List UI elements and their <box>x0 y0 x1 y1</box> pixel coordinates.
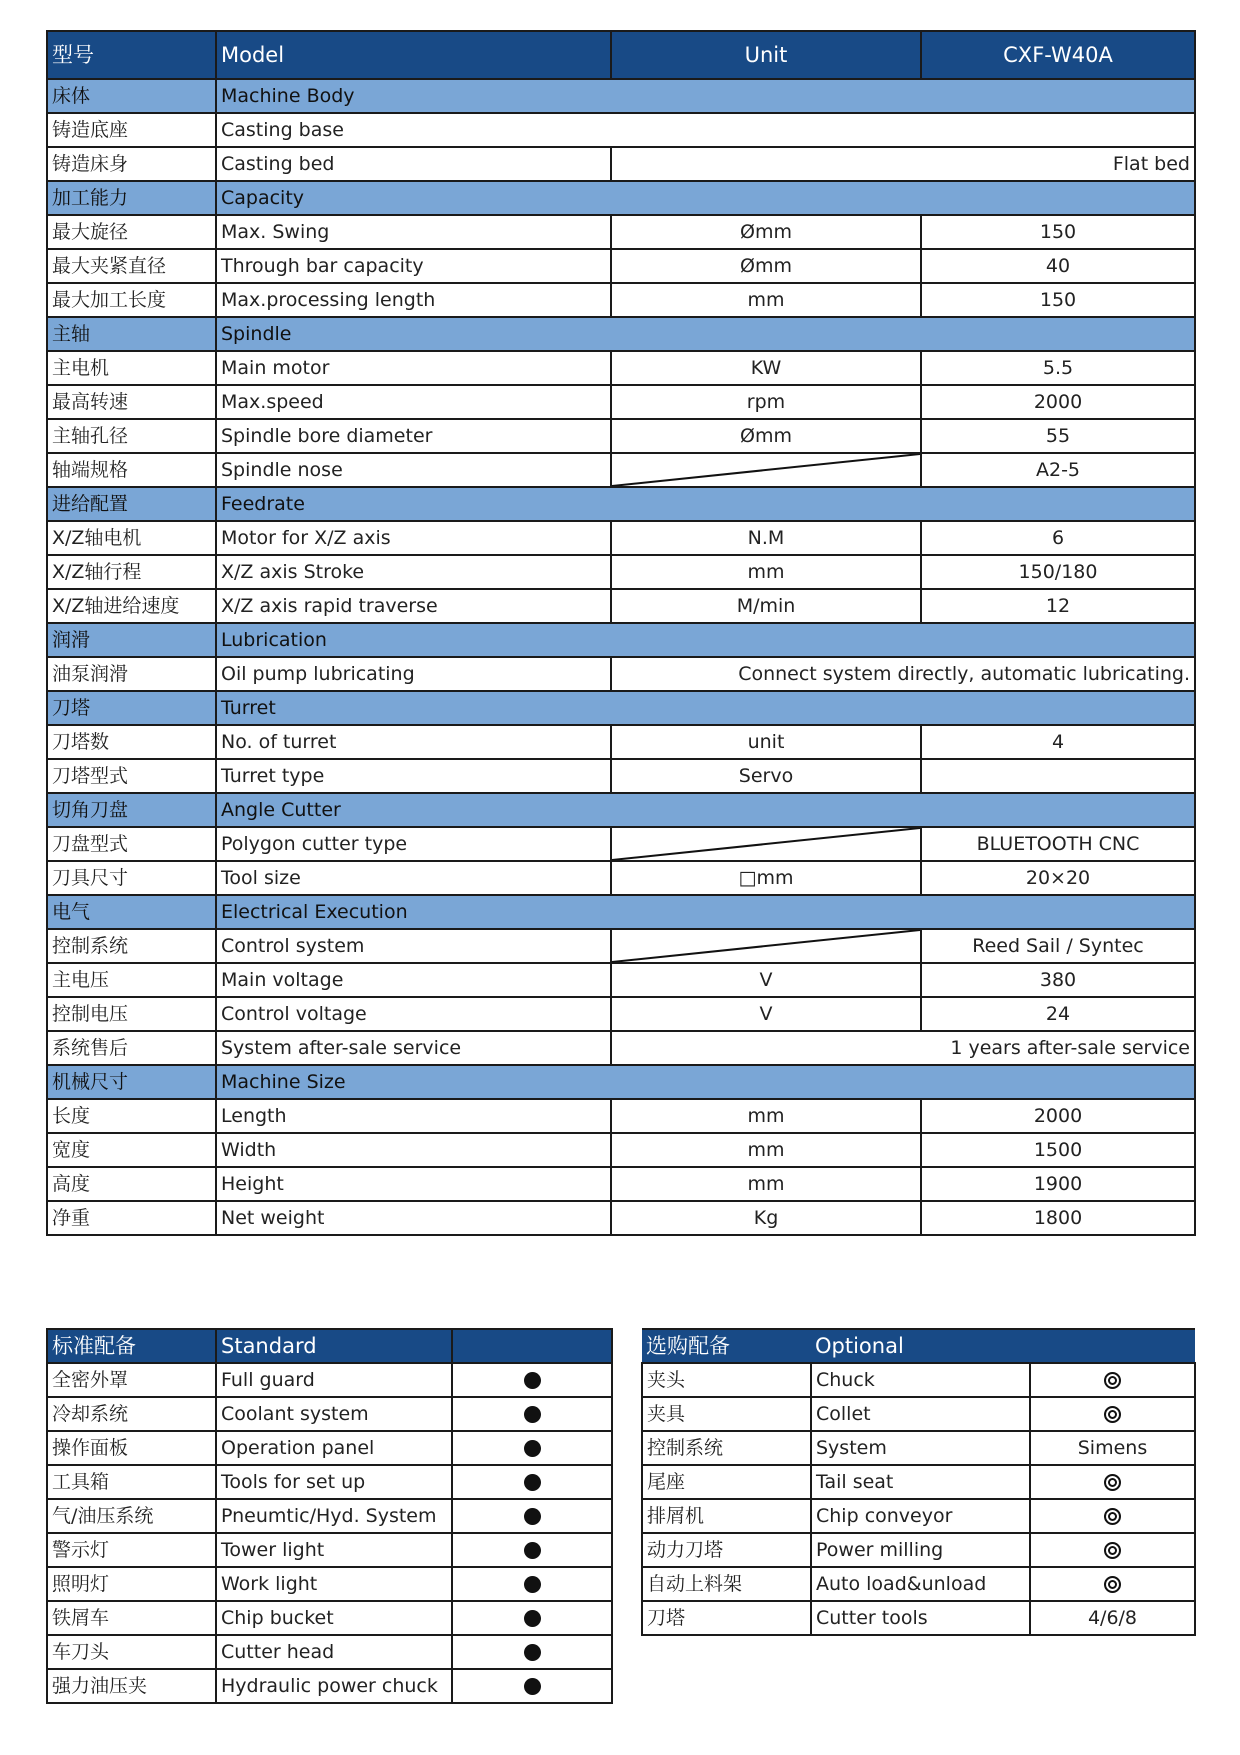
item-en: Chip bucket <box>216 1601 452 1635</box>
included-cell <box>452 1431 612 1465</box>
item-en: Chip conveyor <box>811 1499 1030 1533</box>
filled-dot-icon <box>524 1508 541 1525</box>
row-value: A2-5 <box>921 453 1195 487</box>
row-value: 4 <box>921 725 1195 759</box>
row-cn: 系统售后 <box>47 1031 216 1065</box>
filled-dot-icon <box>524 1644 541 1661</box>
row-value: 150 <box>921 283 1195 317</box>
row-cn: 净重 <box>47 1201 216 1235</box>
section-en: Capacity <box>216 181 1195 215</box>
table-row <box>47 453 1195 487</box>
item-cn: 气/油压系统 <box>47 1499 216 1533</box>
row-en: Control system <box>216 929 611 963</box>
item-en: Operation panel <box>216 1431 452 1465</box>
row-value: 1800 <box>921 1201 1195 1235</box>
table-row <box>47 997 1195 1031</box>
row-en: Casting bed <box>216 147 611 181</box>
table-row <box>47 419 1195 453</box>
row-en: Length <box>216 1099 611 1133</box>
table-row <box>47 725 1195 759</box>
row-cn: 刀塔型式 <box>47 759 216 793</box>
item-cn: 冷却系统 <box>47 1397 216 1431</box>
section-machine-body <box>47 79 1195 113</box>
row-value: 380 <box>921 963 1195 997</box>
item-en: Collet <box>811 1397 1030 1431</box>
row-en: Main motor <box>216 351 611 385</box>
row-cn: 高度 <box>47 1167 216 1201</box>
section-machine-size <box>47 1065 1195 1099</box>
filled-dot-icon <box>524 1372 541 1389</box>
section-en: Machine Size <box>216 1065 1195 1099</box>
row-unit: KW <box>611 351 921 385</box>
table-row <box>47 113 1195 147</box>
section-cn: 刀塔 <box>47 691 216 725</box>
section-cn: 切角刀盘 <box>47 793 216 827</box>
filled-dot-icon <box>524 1678 541 1695</box>
item-en: Auto load&unload <box>811 1567 1030 1601</box>
item-cn: 排屑机 <box>642 1499 811 1533</box>
section-cn: 床体 <box>47 79 216 113</box>
row-value: 20×20 <box>921 861 1195 895</box>
section-angle-cutter <box>47 793 1195 827</box>
row-unit: V <box>611 963 921 997</box>
list-item <box>47 1567 612 1601</box>
row-cn: 油泵润滑 <box>47 657 216 691</box>
row-en: Main voltage <box>216 963 611 997</box>
table-row <box>47 1099 1195 1133</box>
row-en: Height <box>216 1167 611 1201</box>
list-item <box>642 1431 1195 1465</box>
item-cn: 操作面板 <box>47 1431 216 1465</box>
standard-title-cn: 标准配备 <box>47 1329 216 1363</box>
row-en: Width <box>216 1133 611 1167</box>
section-cn: 电气 <box>47 895 216 929</box>
list-item <box>642 1533 1195 1567</box>
included-cell <box>452 1499 612 1533</box>
row-cn: 最大加工长度 <box>47 283 216 317</box>
double-circle-icon <box>1104 1372 1121 1389</box>
item-cn: 夹头 <box>642 1363 811 1397</box>
list-item <box>642 1499 1195 1533</box>
table-row <box>47 1201 1195 1235</box>
standard-equipment-table <box>46 1328 613 1704</box>
section-cn: 主轴 <box>47 317 216 351</box>
included-cell <box>452 1669 612 1703</box>
list-item <box>642 1601 1195 1635</box>
row-value: BLUETOOTH CNC <box>921 827 1195 861</box>
diagonal-slash-cell <box>611 929 921 963</box>
section-en: Feedrate <box>216 487 1195 521</box>
double-circle-icon <box>1104 1542 1121 1559</box>
list-item <box>642 1465 1195 1499</box>
row-value: Reed Sail / Syntec <box>921 929 1195 963</box>
double-circle-icon <box>1104 1406 1121 1423</box>
row-unit: Kg <box>611 1201 921 1235</box>
table-row <box>47 521 1195 555</box>
table-row <box>47 147 1195 181</box>
row-en: No. of turret <box>216 725 611 759</box>
item-en: Tools for set up <box>216 1465 452 1499</box>
row-cn: 主电压 <box>47 963 216 997</box>
item-en: Pneumtic/Hyd. System <box>216 1499 452 1533</box>
optional-cell <box>1030 1465 1195 1499</box>
row-unit: M/min <box>611 589 921 623</box>
included-cell <box>452 1465 612 1499</box>
section-feedrate <box>47 487 1195 521</box>
row-unit: rpm <box>611 385 921 419</box>
item-en: Tail seat <box>811 1465 1030 1499</box>
optional-title-cn: 选购配备 <box>642 1329 811 1363</box>
row-en: Polygon cutter type <box>216 827 611 861</box>
included-cell <box>452 1635 612 1669</box>
row-en: X/Z axis Stroke <box>216 555 611 589</box>
row-value: 24 <box>921 997 1195 1031</box>
section-cn: 机械尺寸 <box>47 1065 216 1099</box>
item-cn: 车刀头 <box>47 1635 216 1669</box>
row-en: Net weight <box>216 1201 611 1235</box>
section-cn: 进给配置 <box>47 487 216 521</box>
section-electrical <box>47 895 1195 929</box>
section-en: Angle Cutter <box>216 793 1195 827</box>
header-blank <box>1030 1329 1195 1363</box>
row-unit: mm <box>611 1133 921 1167</box>
row-cn: 铸造床身 <box>47 147 216 181</box>
optional-header-row <box>642 1329 1195 1363</box>
row-en: Turret type <box>216 759 611 793</box>
header-model: CXF-W40A <box>921 31 1195 79</box>
row-en: Tool size <box>216 861 611 895</box>
row-unit: V <box>611 997 921 1031</box>
table-row <box>47 1167 1195 1201</box>
row-cn: X/Z轴行程 <box>47 555 216 589</box>
item-cn: 自动上料架 <box>642 1567 811 1601</box>
row-en: Through bar capacity <box>216 249 611 283</box>
list-item <box>47 1635 612 1669</box>
included-cell <box>452 1363 612 1397</box>
list-item <box>47 1363 612 1397</box>
item-en: Tower light <box>216 1533 452 1567</box>
optional-cell <box>1030 1567 1195 1601</box>
item-cn: 控制系统 <box>642 1431 811 1465</box>
row-unit: mm <box>611 555 921 589</box>
row-en: System after-sale service <box>216 1031 611 1065</box>
row-unit: Ømm <box>611 215 921 249</box>
row-unit: □mm <box>611 861 921 895</box>
row-cn: 轴端规格 <box>47 453 216 487</box>
row-value: 1900 <box>921 1167 1195 1201</box>
item-en: System <box>811 1431 1030 1465</box>
filled-dot-icon <box>524 1576 541 1593</box>
section-lubrication <box>47 623 1195 657</box>
row-cn: 铸造底座 <box>47 113 216 147</box>
row-en: Motor for X/Z axis <box>216 521 611 555</box>
item-en: Work light <box>216 1567 452 1601</box>
header-cn: 型号 <box>47 31 216 79</box>
row-cn: 最大旋径 <box>47 215 216 249</box>
row-cn: 控制电压 <box>47 997 216 1031</box>
section-en: Machine Body <box>216 79 1195 113</box>
included-cell <box>452 1533 612 1567</box>
row-value: 55 <box>921 419 1195 453</box>
row-cn: 宽度 <box>47 1133 216 1167</box>
row-en: Casting base <box>216 113 1195 147</box>
spec-header-row <box>47 31 1195 79</box>
list-item <box>642 1363 1195 1397</box>
section-en: Turret <box>216 691 1195 725</box>
table-row <box>47 963 1195 997</box>
section-turret <box>47 691 1195 725</box>
diagonal-slash-cell <box>611 827 921 861</box>
row-value: 5.5 <box>921 351 1195 385</box>
optional-cell <box>1030 1397 1195 1431</box>
list-item <box>47 1465 612 1499</box>
item-cn: 强力油压夹 <box>47 1669 216 1703</box>
row-value: 1 years after-sale service <box>611 1031 1195 1065</box>
row-cn: 刀盘型式 <box>47 827 216 861</box>
row-en: Control voltage <box>216 997 611 1031</box>
list-item <box>47 1397 612 1431</box>
row-unit: mm <box>611 1099 921 1133</box>
standard-header-row <box>47 1329 612 1363</box>
table-row <box>47 249 1195 283</box>
item-en: Hydraulic power chuck <box>216 1669 452 1703</box>
row-cn: 最高转速 <box>47 385 216 419</box>
row-unit: mm <box>611 283 921 317</box>
table-row <box>47 657 1195 691</box>
row-value: 40 <box>921 249 1195 283</box>
item-en: Full guard <box>216 1363 452 1397</box>
filled-dot-icon <box>524 1440 541 1457</box>
section-cn: 润滑 <box>47 623 216 657</box>
spec-table <box>46 30 1196 1236</box>
row-value: Flat bed <box>611 147 1195 181</box>
included-cell <box>452 1397 612 1431</box>
row-unit: Ømm <box>611 419 921 453</box>
included-cell <box>452 1567 612 1601</box>
item-cn: 警示灯 <box>47 1533 216 1567</box>
section-spindle <box>47 317 1195 351</box>
item-value: Simens <box>1030 1431 1195 1465</box>
section-en: Electrical Execution <box>216 895 1195 929</box>
item-cn: 铁屑车 <box>47 1601 216 1635</box>
row-unit: mm <box>611 1167 921 1201</box>
double-circle-icon <box>1104 1474 1121 1491</box>
standard-title-en: Standard <box>216 1329 452 1363</box>
row-value: 6 <box>921 521 1195 555</box>
item-value: 4/6/8 <box>1030 1601 1195 1635</box>
list-item <box>642 1567 1195 1601</box>
row-unit: unit <box>611 725 921 759</box>
header-blank <box>452 1329 612 1363</box>
list-item <box>47 1669 612 1703</box>
row-value <box>921 759 1195 793</box>
item-cn: 工具箱 <box>47 1465 216 1499</box>
row-cn: 主电机 <box>47 351 216 385</box>
included-cell <box>452 1601 612 1635</box>
row-en: Spindle nose <box>216 453 611 487</box>
table-row <box>47 827 1195 861</box>
row-cn: X/Z轴电机 <box>47 521 216 555</box>
row-cn: 主轴孔径 <box>47 419 216 453</box>
list-item <box>642 1397 1195 1431</box>
table-row <box>47 385 1195 419</box>
item-en: Chuck <box>811 1363 1030 1397</box>
row-value: 150/180 <box>921 555 1195 589</box>
row-cn: 控制系统 <box>47 929 216 963</box>
header-en: Model <box>216 31 611 79</box>
item-en: Coolant system <box>216 1397 452 1431</box>
optional-equipment-table <box>641 1328 1196 1636</box>
diagonal-slash-cell <box>611 453 921 487</box>
table-row <box>47 589 1195 623</box>
optional-cell <box>1030 1533 1195 1567</box>
section-capacity <box>47 181 1195 215</box>
row-value: 12 <box>921 589 1195 623</box>
row-value: 2000 <box>921 385 1195 419</box>
row-en: Oil pump lubricating <box>216 657 611 691</box>
optional-cell <box>1030 1499 1195 1533</box>
header-unit: Unit <box>611 31 921 79</box>
item-cn: 尾座 <box>642 1465 811 1499</box>
filled-dot-icon <box>524 1474 541 1491</box>
row-unit: Servo <box>611 759 921 793</box>
row-en: Max.processing length <box>216 283 611 317</box>
row-value: 2000 <box>921 1099 1195 1133</box>
item-en: Cutter tools <box>811 1601 1030 1635</box>
row-en: X/Z axis rapid traverse <box>216 589 611 623</box>
item-cn: 照明灯 <box>47 1567 216 1601</box>
table-row <box>47 283 1195 317</box>
row-cn: X/Z轴进给速度 <box>47 589 216 623</box>
list-item <box>47 1533 612 1567</box>
row-cn: 最大夹紧直径 <box>47 249 216 283</box>
row-value: 150 <box>921 215 1195 249</box>
item-cn: 动力刀塔 <box>642 1533 811 1567</box>
section-en: Lubrication <box>216 623 1195 657</box>
table-row <box>47 351 1195 385</box>
row-unit: Ømm <box>611 249 921 283</box>
row-unit: N.M <box>611 521 921 555</box>
list-item <box>47 1499 612 1533</box>
table-row <box>47 759 1195 793</box>
table-row <box>47 861 1195 895</box>
row-en: Max.speed <box>216 385 611 419</box>
item-cn: 全密外罩 <box>47 1363 216 1397</box>
row-value: Connect system directly, automatic lubricating. <box>611 657 1195 691</box>
table-row <box>47 1031 1195 1065</box>
list-item <box>47 1601 612 1635</box>
row-cn: 刀具尺寸 <box>47 861 216 895</box>
filled-dot-icon <box>524 1610 541 1627</box>
row-en: Max. Swing <box>216 215 611 249</box>
row-value: 1500 <box>921 1133 1195 1167</box>
item-en: Power milling <box>811 1533 1030 1567</box>
filled-dot-icon <box>524 1406 541 1423</box>
item-en: Cutter head <box>216 1635 452 1669</box>
section-en: Spindle <box>216 317 1195 351</box>
optional-title-en: Optional <box>811 1329 1030 1363</box>
row-cn: 刀塔数 <box>47 725 216 759</box>
list-item <box>47 1431 612 1465</box>
item-cn: 刀塔 <box>642 1601 811 1635</box>
table-row <box>47 1133 1195 1167</box>
filled-dot-icon <box>524 1542 541 1559</box>
table-row <box>47 215 1195 249</box>
optional-cell <box>1030 1363 1195 1397</box>
table-row <box>47 555 1195 589</box>
row-en: Spindle bore diameter <box>216 419 611 453</box>
double-circle-icon <box>1104 1508 1121 1525</box>
item-cn: 夹具 <box>642 1397 811 1431</box>
table-row <box>47 929 1195 963</box>
row-cn: 长度 <box>47 1099 216 1133</box>
double-circle-icon <box>1104 1576 1121 1593</box>
section-cn: 加工能力 <box>47 181 216 215</box>
